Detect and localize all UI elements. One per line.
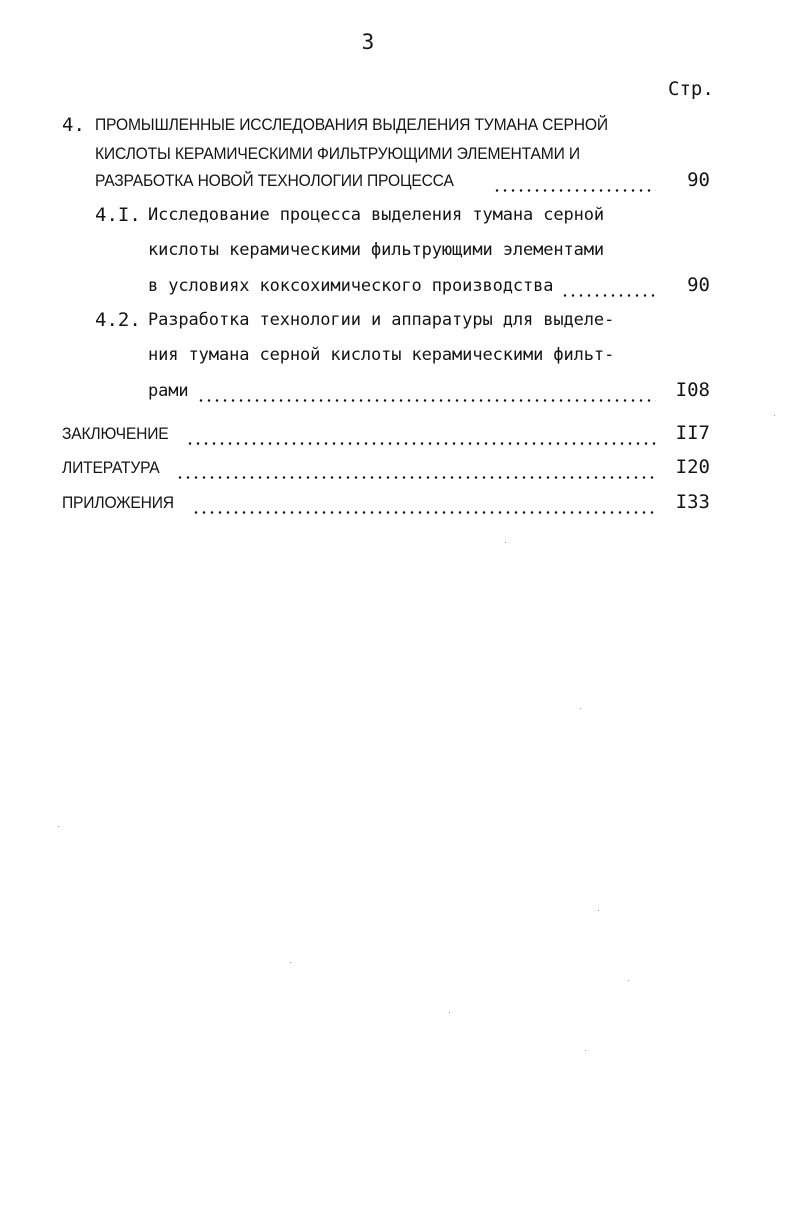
- toc-entry-line: КИСЛОТЫ КЕРАМИЧЕСКИМИ ФИЛЬТРУЮЩИМИ ЭЛЕМЕНТАМИ И: [95, 144, 580, 163]
- toc-entry-line: ПРОМЫШЛЕННЫЕ ИССЛЕДОВАНИЯ ВЫДЕЛЕНИЯ ТУМАНА СЕРНОЙ: [95, 115, 608, 134]
- toc-entry-line: рами: [148, 381, 189, 401]
- toc-entry-leader-row: [95, 165, 710, 195]
- scan-speck: [290, 962, 291, 963]
- scan-speck: [598, 910, 599, 911]
- toc-entry-title: ПРИЛОЖЕНИЯ: [62, 493, 174, 512]
- scan-speck: [449, 1012, 450, 1013]
- toc-entry-conclusion[interactable]: [62, 418, 710, 448]
- dot-leader: [192, 511, 656, 514]
- toc-entry-appendices[interactable]: [62, 487, 710, 517]
- dot-leader: [493, 189, 656, 192]
- toc-entry-leader-row: [148, 270, 710, 300]
- toc-entry-title: ЛИТЕРАТУРА: [62, 458, 160, 477]
- toc-entry-line: кислоты керамическими фильтрующими элементами: [148, 240, 605, 260]
- scan-speck: [580, 708, 581, 709]
- toc-page-number: 90: [687, 274, 710, 296]
- toc-entry-line: Разработка технологии и аппаратуры для выделе-: [148, 310, 615, 330]
- toc-page-number: I33: [675, 491, 710, 513]
- dot-leader: [197, 399, 656, 402]
- scan-speck: [774, 415, 775, 416]
- toc-page-number: II7: [675, 422, 710, 444]
- page-column-header: Стр.: [668, 78, 714, 100]
- toc-entry-line: Исследование процесса выделения тумана серной: [148, 205, 605, 225]
- dot-leader: [561, 294, 656, 297]
- scan-speck: [58, 826, 59, 827]
- scan-speck: [505, 542, 506, 543]
- toc-page-number: I20: [675, 456, 710, 478]
- toc-entry-line: РАЗРАБОТКА НОВОЙ ТЕХНОЛОГИИ ПРОЦЕССА: [95, 171, 454, 190]
- toc-page-number: 90: [687, 169, 710, 191]
- toc-entry-title: ЗАКЛЮЧЕНИЕ: [62, 424, 169, 443]
- dot-leader: [186, 442, 656, 445]
- toc-entry-number: 4.I.: [95, 204, 141, 226]
- toc-entry-number: 4.2.: [95, 309, 141, 331]
- dot-leader: [176, 476, 656, 479]
- toc-entry-literature[interactable]: [62, 452, 710, 482]
- toc-entry-leader-row: [148, 375, 710, 405]
- toc-entry-line: в условиях коксохимического производства: [148, 276, 554, 296]
- toc-page-number: I08: [675, 379, 710, 401]
- toc-entry-number: 4.: [62, 114, 85, 136]
- scan-speck: [628, 980, 629, 981]
- scan-speck: [585, 1050, 586, 1051]
- page-number: 3: [361, 30, 375, 54]
- toc-entry-line: ния тумана серной кислоты керамическими фильт-: [148, 345, 615, 365]
